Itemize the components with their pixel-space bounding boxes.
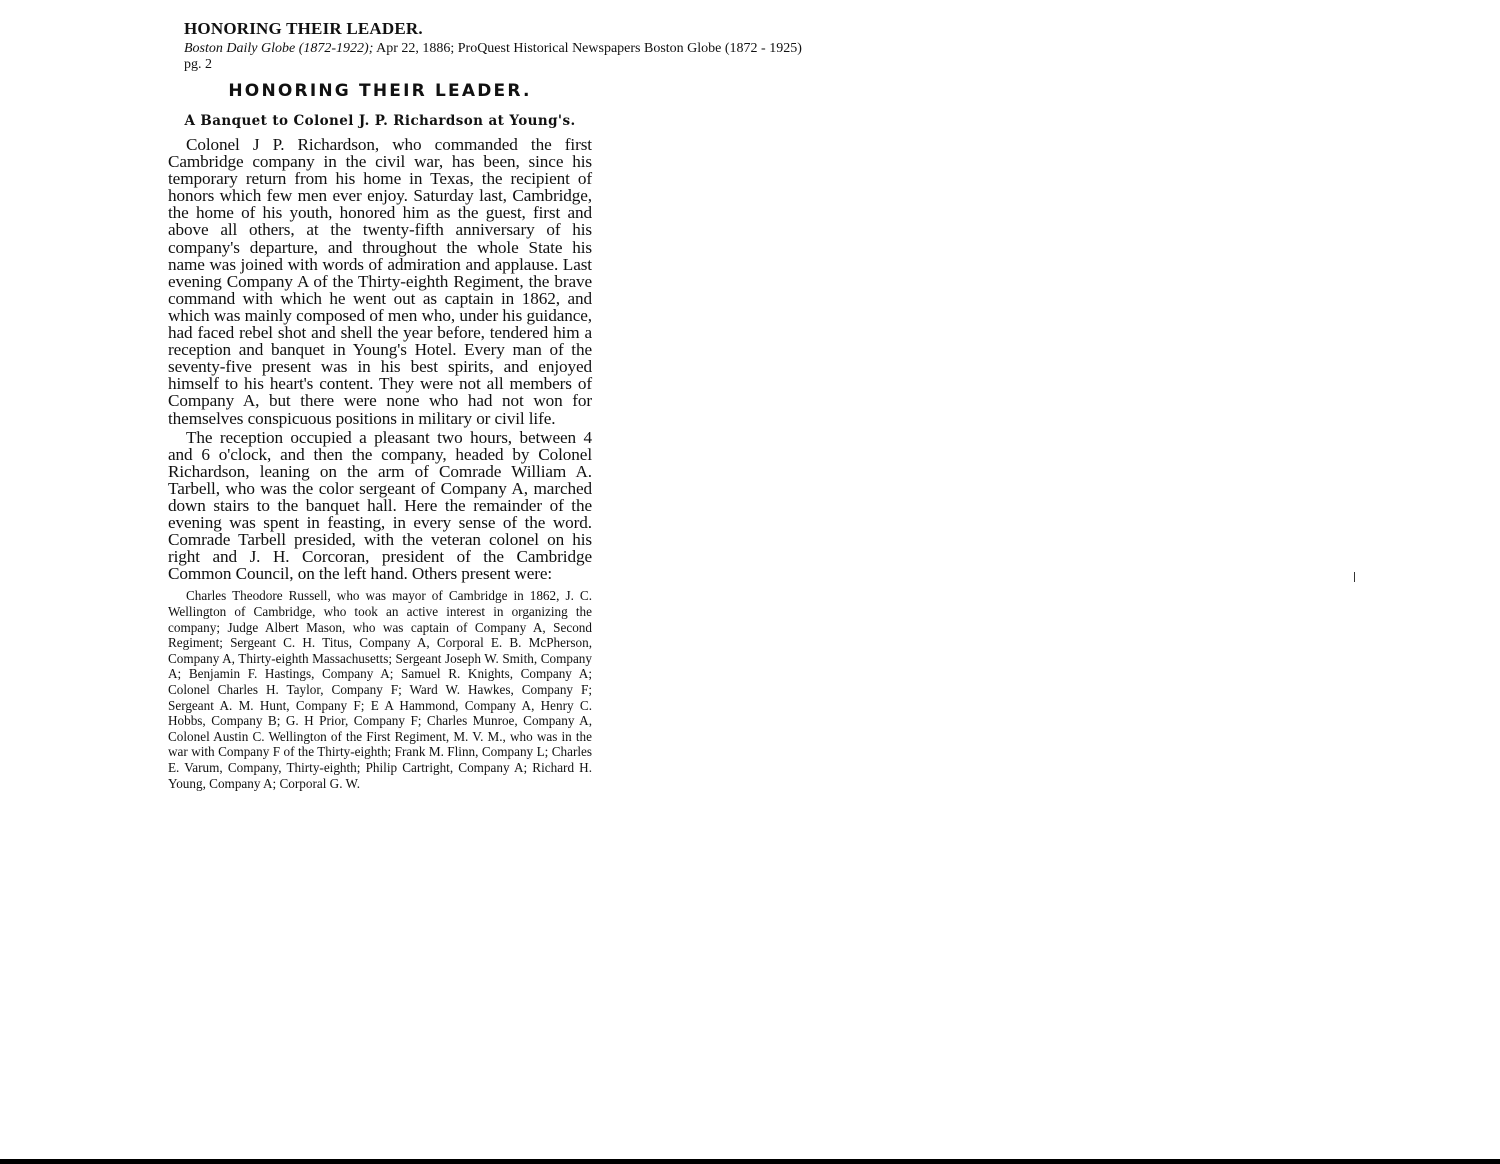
scan-bottom-edge <box>0 1159 1500 1164</box>
newspaper-article <box>168 80 592 793</box>
citation-header <box>184 18 944 73</box>
article-paragraph-1: Colonel J P. Richardson, who commanded the first Cambridge company in the civil war, has been, since his temporary return from his home in Texas, the recipient of honors which few men ever enjoy. Saturday last, Cambridge, the home of his youth, honored him as the guest, first and above all others, at the twenty-fifth anniversary of his company's departure, and throughout the whole State his name was joined with words of admiration and applause. Last evening Company A of the Thirty-eighth Regiment, the brave command with which he went out as captain in 1862, and which was mainly composed of men who, under his guidance, had faced rebel shot and shell the year before, tendered him a reception and banquet in Young's Hotel. Every man of the seventy-five present was in his best spirits, and enjoyed himself to his heart's content. They were not all members of Company A, but there were none who had not won for themselves conspicuous positions in military or civil life. <box>168 135 592 428</box>
citation-page: pg. 2 <box>184 57 212 72</box>
citation-details: Apr 22, 1886; ProQuest Historical Newspapers Boston Globe (1872 - 1925) <box>373 41 802 56</box>
citation-title: HONORING THEIR LEADER. <box>184 19 423 38</box>
scan-mark <box>1354 572 1355 582</box>
article-headline: HONORING THEIR LEADER. <box>228 81 532 101</box>
citation-publication: Boston Daily Globe (1872-1922); <box>184 41 374 56</box>
article-deck: A Banquet to Colonel J. P. Richardson at Young's. <box>184 113 576 129</box>
article-paragraph-3: Charles Theodore Russell, who was mayor of Cambridge in 1862, J. C. Wellington of Cambridge, who took an active interest in organizing the company; Judge Albert Mason, who was captain of Company A, Second Regiment; Sergeant C. H. Titus, Company A, Corporal E. B. McPherson, Company A, Thirty-eighth Massachusetts; Sergeant Joseph W. Smith, Company A; Benjamin F. Hastings, Company A; Samuel R. Knights, Company A; Colonel Charles H. Taylor, Company F; Ward W. Hawkes, Company F; Sergeant A. M. Hunt, Company F; E A Hammond, Company A, Henry C. Hobbs, Company B; G. H Prior, Company F; Charles Munroe, Company A, Colonel Austin C. Wellington of the First Regiment, M. V. M., who was in the war with Company F of the Thirty-eighth; Frank M. Flinn, Company L; Charles E. Varum, Company, Thirty-eighth; Philip Cartright, Company A; Richard H. Young, Company A; Corporal G. W. <box>168 588 592 791</box>
article-paragraph-2: The reception occupied a pleasant two hours, between 4 and 6 o'clock, and then the company, headed by Colonel Richardson, leaning on the arm of Comrade William A. Tarbell, who was the color sergeant of Company A, marched down stairs to the banquet hall. Here the remainder of the evening was spent in feasting, in every sense of the word. Comrade Tarbell presided, with the veteran colonel on his right and J. H. Corcoran, president of the Cambridge Common Council, on the left hand. Others present were: <box>168 427 592 584</box>
citation-source <box>184 40 944 57</box>
